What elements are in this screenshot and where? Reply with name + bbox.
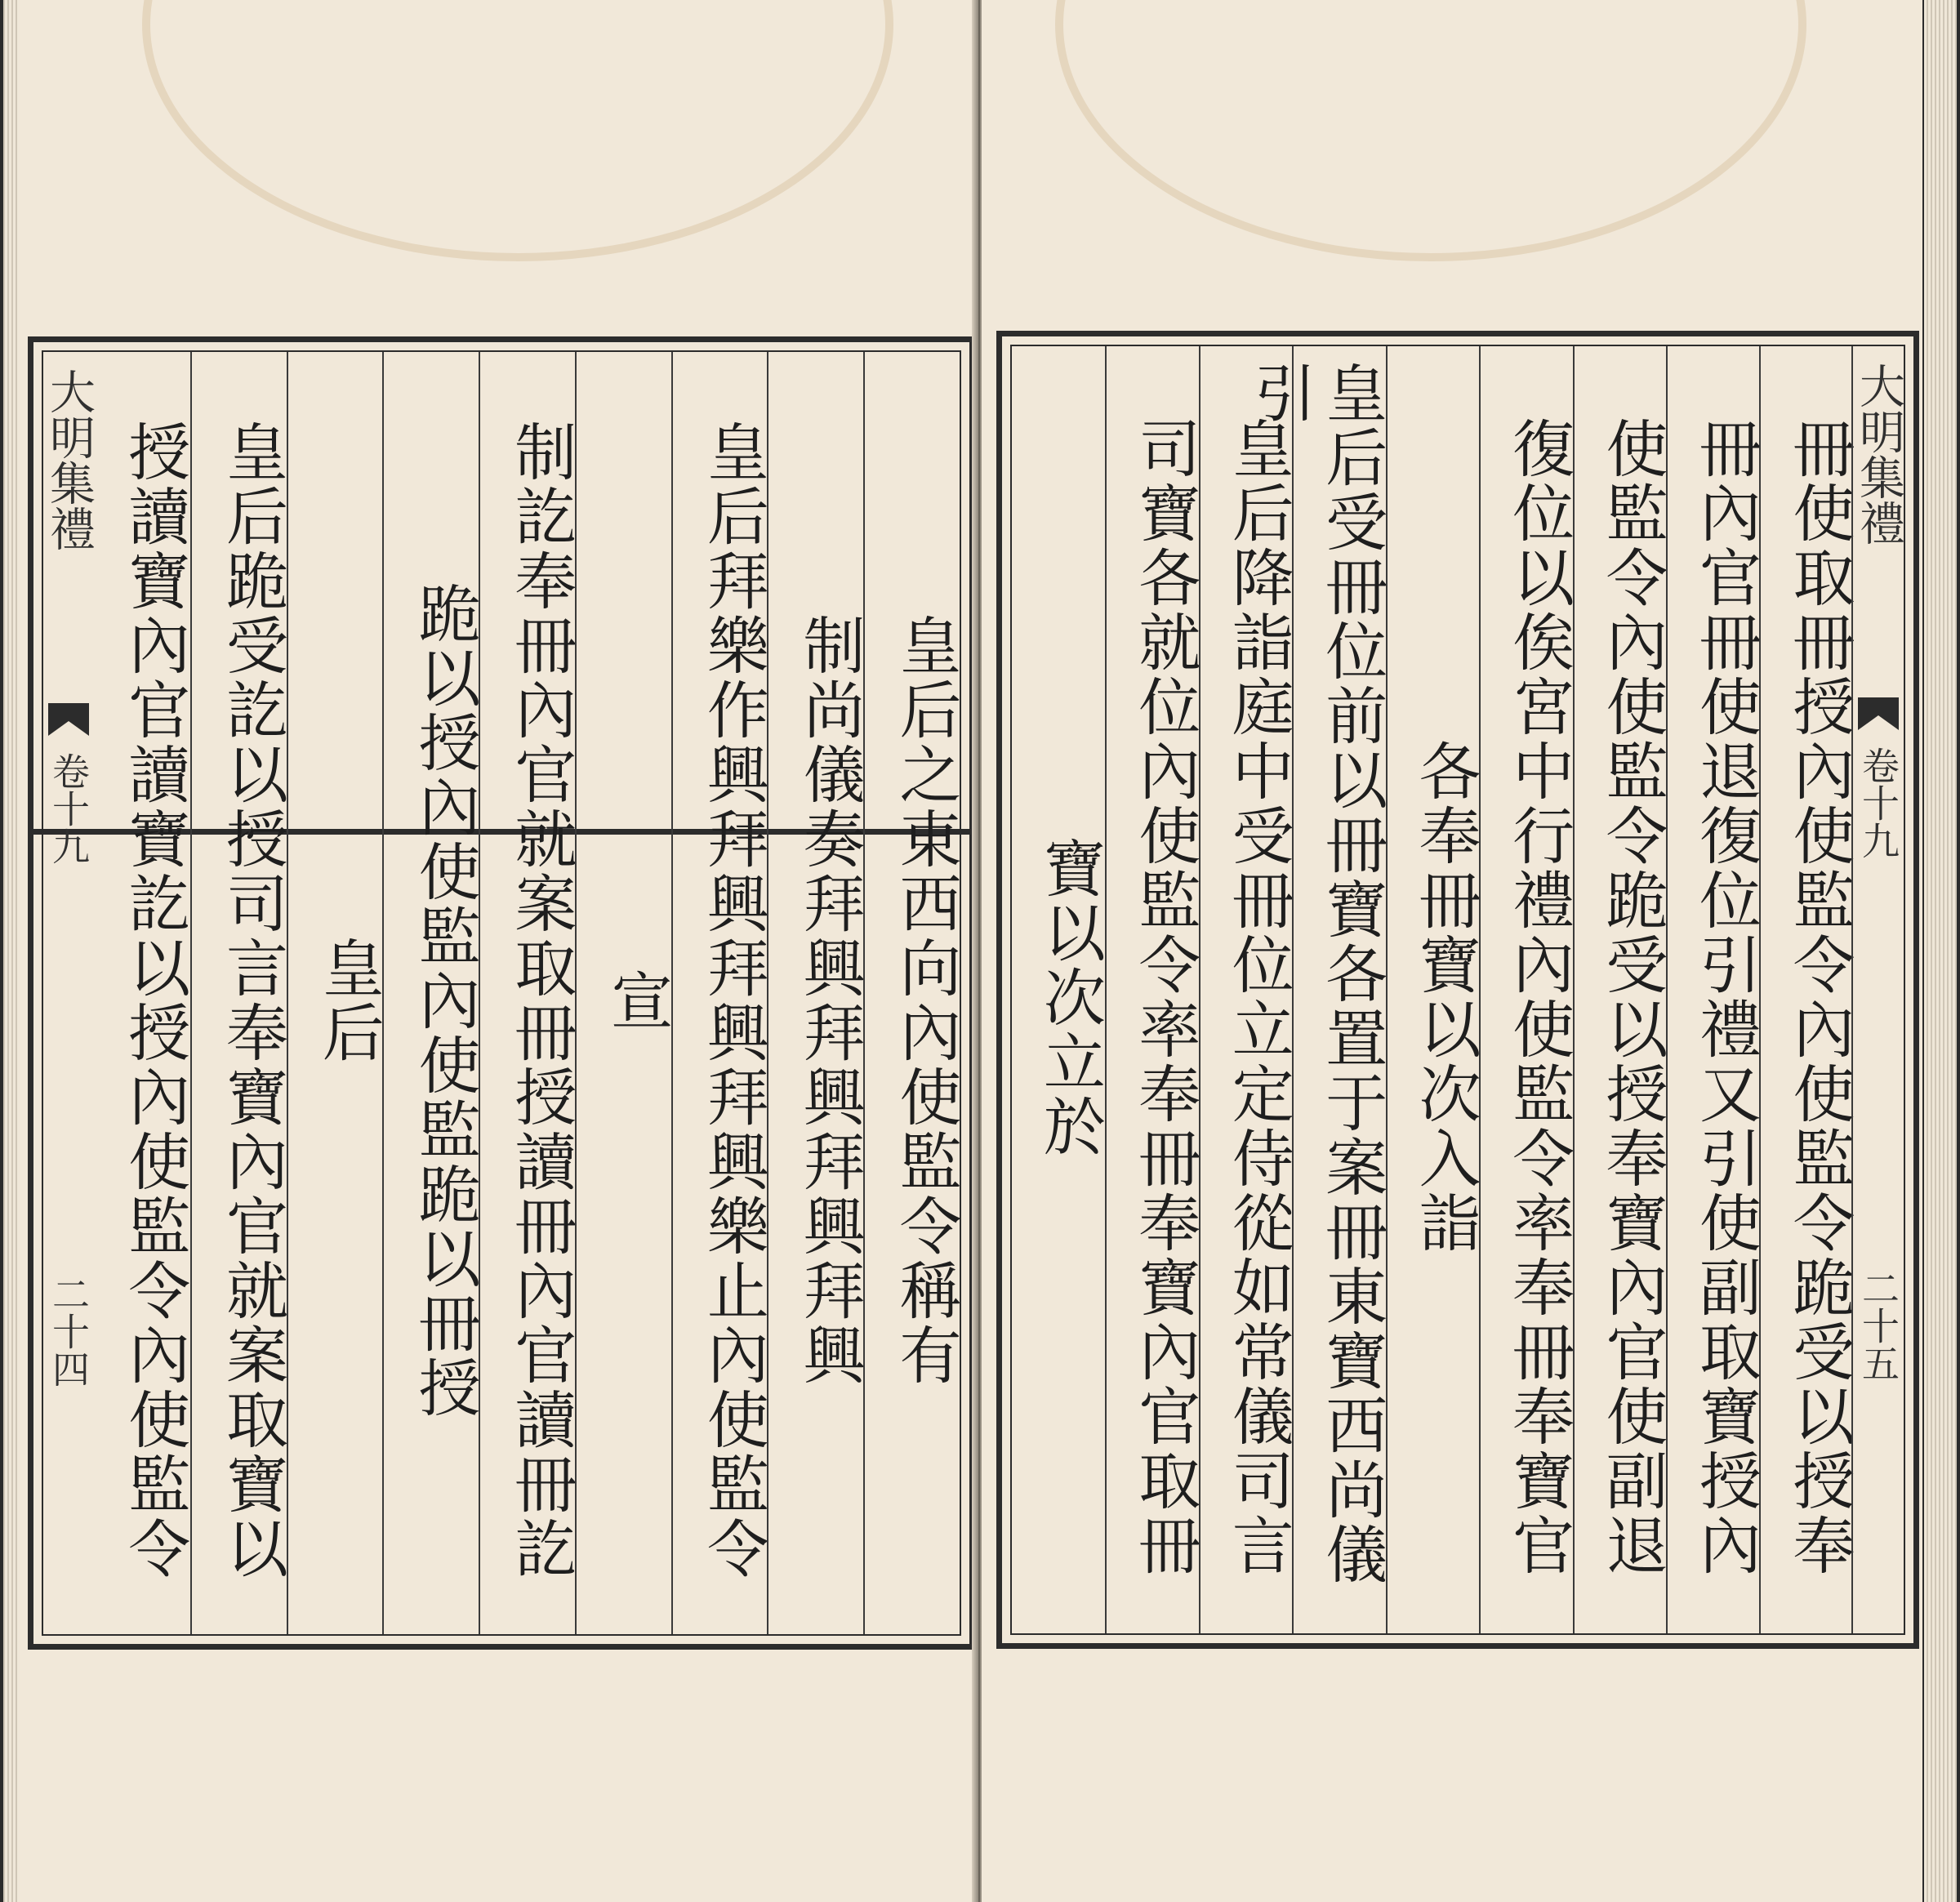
text-column: 皇后之東西向內使監令稱有: [863, 352, 961, 1634]
fish-tail-mark: [1858, 697, 1899, 730]
folio-number: 二十五: [1856, 1269, 1900, 1382]
fish-tail-mark: [48, 703, 89, 736]
text-column: 皇后受冊位前以冊寶各置于案冊東寶西尚儀引: [1292, 346, 1387, 1633]
water-stain: [142, 0, 893, 261]
text-column: 使監令內使監令跪受以授奉寶內官使副退: [1573, 346, 1668, 1633]
text-column: 復位以俟宮中行禮內使監令率奉冊奉寶官: [1479, 346, 1574, 1633]
text-column: 宣: [575, 352, 673, 1634]
left-page: [20, 0, 977, 1902]
right-columns: [1012, 346, 1853, 1633]
left-margin-column: [43, 352, 94, 1634]
text-column: 冊使取冊授內使監令內使監令跪受以授奉: [1759, 346, 1855, 1633]
right-text-frame: [996, 331, 1919, 1649]
book-title: 大明集禮: [42, 368, 96, 551]
page-stack-right: [1924, 0, 1957, 1902]
text-column: 冊內官冊使退復位引禮又引使副取寶授內: [1666, 346, 1761, 1633]
text-column: 各奉冊寶以次入詣: [1386, 346, 1481, 1633]
left-text-frame: [28, 336, 975, 1650]
right-margin-column: [1851, 346, 1904, 1633]
text-column: 制尚儀奏拜興拜興拜興拜興: [767, 352, 865, 1634]
volume-label: 卷十九: [47, 752, 91, 865]
text-column: 司寶各就位內使監令率奉冊奉寶內官取冊: [1105, 346, 1200, 1633]
text-column: 寶以次立於: [1033, 835, 1107, 1159]
right-page: [982, 0, 1922, 1902]
text-column: 跪以授內使監內使監跪以冊授: [382, 352, 480, 1634]
text-column: 授讀寶內官讀寶訖以授內使監令內使監令: [118, 420, 191, 1581]
right-inner-border: [1010, 345, 1905, 1635]
text-column: 皇后跪受訖以授司言奉寶內官就案取寶以: [190, 352, 288, 1634]
text-column: 皇后降詣庭中受冊位立定侍從如常儀司言: [1199, 346, 1294, 1633]
text-column: 皇后拜樂作興拜興拜興拜興樂止內使監令: [671, 352, 769, 1634]
left-columns: [94, 352, 960, 1634]
text-column: 制訖奉冊內官就案取冊授讀冊內官讀冊訖: [479, 352, 577, 1634]
text-column: 皇后: [287, 352, 385, 1634]
water-stain: [1055, 0, 1806, 261]
volume-label: 卷十九: [1856, 746, 1900, 859]
book-title: 大明集禮: [1852, 363, 1905, 546]
left-inner-border: [42, 350, 961, 1636]
folio-number: 二十四: [47, 1275, 91, 1388]
